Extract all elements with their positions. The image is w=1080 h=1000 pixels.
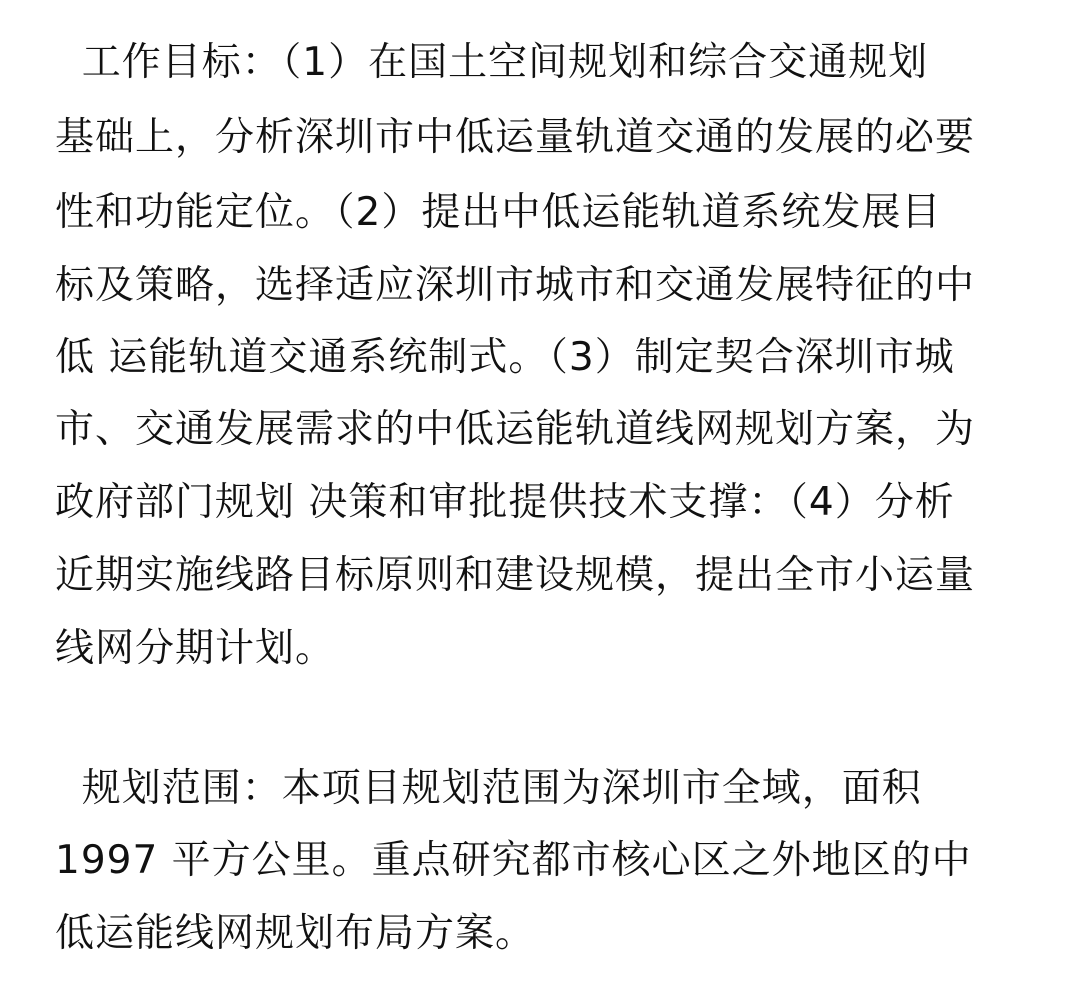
text-line: 政府部门规划 决策和审批提供技术支撑：（4）分析 [55, 480, 955, 525]
text-line: 标及策略，选择适应深圳市城市和交通发展特征的中 [55, 263, 976, 308]
text-line: 低运能线网规划布局方案。 [55, 911, 536, 956]
text-line: 工作目标：（1）在国土空间规划和综合交通规划 [55, 40, 929, 85]
text-line: 近期实施线路目标原则和建设规模，提出全市小运量 [55, 553, 976, 598]
text-line: 性和功能定位。（2）提出中低运能轨道系统发展目 [55, 190, 942, 235]
text-line: 低 运能轨道交通系统制式。（3）制定契合深圳市城 [55, 335, 955, 380]
text-line: 基础上，分析深圳市中低运量轨道交通的发展的必要 [55, 115, 976, 160]
text-line: 规划范围：本项目规划范围为深圳市全域，面积 [55, 766, 922, 811]
text-line: 线网分期计划。 [55, 626, 336, 671]
text-line: 市、交通发展需求的中低运能轨道线网规划方案，为 [55, 407, 976, 452]
text-line: 1997 平方公里。重点研究都市核心区之外地区的中 [55, 838, 972, 883]
